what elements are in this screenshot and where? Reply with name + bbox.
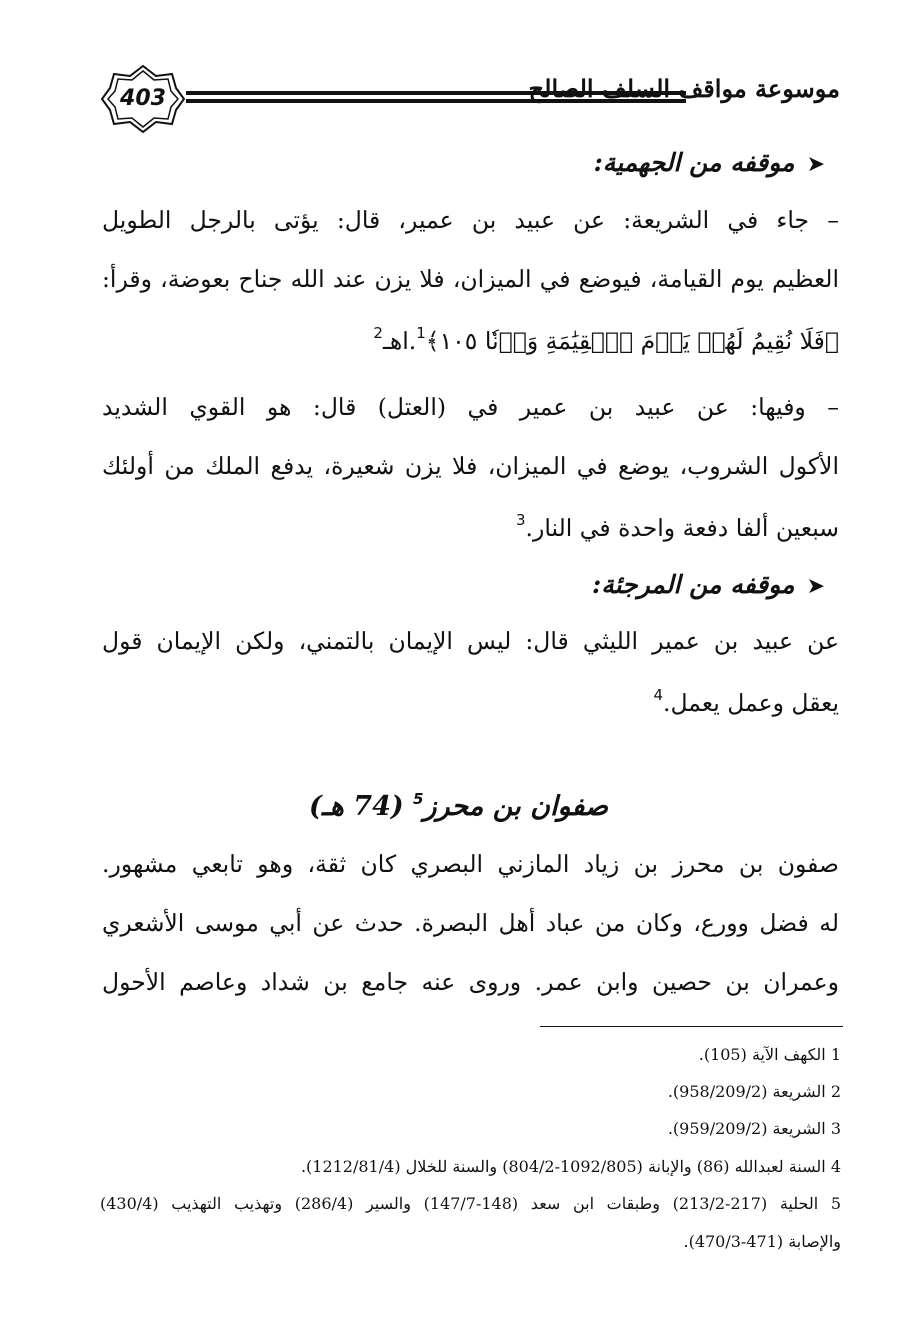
- biography-year: (74 هـ): [308, 791, 404, 822]
- paragraph-line: – جاء في الشريعة: عن عبيد بن عمير، قال: يؤتى بالرجل الطويل: [102, 206, 839, 234]
- biography-name: صفوان بن محرز: [423, 791, 609, 822]
- arrow-left-icon: ➤: [806, 574, 825, 599]
- footnote: 2 الشريعة (958/209/2).: [667, 1082, 841, 1101]
- paragraph-text: يعقل وعمل يعمل.: [663, 689, 839, 717]
- page-number: 403: [120, 86, 166, 111]
- paragraph-line: – وفيها: عن عبيد بن عمير في (العتل) قال: هو القوي الشديد: [102, 393, 839, 421]
- section-heading-murjia: ➤موقفه من المرجئة:: [591, 570, 825, 599]
- paragraph-line: [102, 511, 839, 542]
- paragraph-line: صفون بن محرز بن زياد المازني البصري كان ثقة، وهو تابعي مشهور.: [102, 850, 839, 878]
- paragraph-line: وعمران بن حصين وابن عمر. وروى عنه جامع بن شداد وعاصم الأحول: [102, 968, 839, 996]
- paragraph-line: عن عبيد بن عمير الليثي قال: ليس الإيمان بالتمني، ولكن الإيمان قول: [102, 627, 839, 655]
- biography-title: [0, 790, 917, 822]
- verse-line: [102, 324, 839, 355]
- footnote-ref[interactable]: 5: [413, 790, 424, 808]
- footnote-continuation: والإصابة (471-470/3).: [683, 1232, 841, 1251]
- footnote: 1 الكهف الآية (105).: [698, 1045, 841, 1064]
- footnote: 4 السنة لعبدالله (86) والإبانة (1092/805-804/2) والسنة للخلال (1212/81/4).: [300, 1157, 841, 1176]
- footnote-ref[interactable]: 3: [516, 511, 526, 529]
- section-heading-jahmiyya: ➤موقفه من الجهمية:: [593, 148, 825, 177]
- footnote: 3 الشريعة (959/209/2).: [667, 1119, 841, 1138]
- verse-tail: .اهـ: [382, 327, 417, 355]
- paragraph-line: له فضل وورع، وكان من عباد أهل البصرة. حدث عن أبي موسى الأشعري: [102, 909, 839, 937]
- page-number-badge: [100, 64, 186, 134]
- paragraph-line: العظيم يوم القيامة، فيوضع في الميزان، فلا يزن عند الله جناح بعوضة، وقرأ:: [102, 265, 839, 293]
- footnote-separator: [540, 1026, 843, 1027]
- quran-verse: ﴿فَلَا نُقِيمُ لَهُمۡ يَوۡمَ ٱلۡقِيَٰمَةِ وَزۡنٗا ١٠٥﴾: [425, 327, 839, 355]
- footnote-ref[interactable]: 4: [653, 686, 663, 704]
- paragraph-line: الأكول الشروب، يوضع في الميزان، فلا يزن شعيرة، يدفع الملك من أولئك: [102, 452, 839, 480]
- footnote-ref[interactable]: 1: [416, 324, 426, 342]
- arrow-left-icon: ➤: [806, 152, 825, 177]
- paragraph-line: [102, 686, 839, 717]
- footnote-ref[interactable]: 2: [373, 324, 383, 342]
- footnote: 5 الحلية (217-213/2) وطبقات ابن سعد (148-147/7) والسير (286/4) وتهذيب التهذيب (430/4): [100, 1194, 842, 1213]
- page-header: [100, 64, 840, 134]
- paragraph-text: سبعين ألفا دفعة واحدة في النار.: [525, 514, 839, 542]
- book-title: موسوعة مواقف السلف الصالح: [528, 74, 840, 103]
